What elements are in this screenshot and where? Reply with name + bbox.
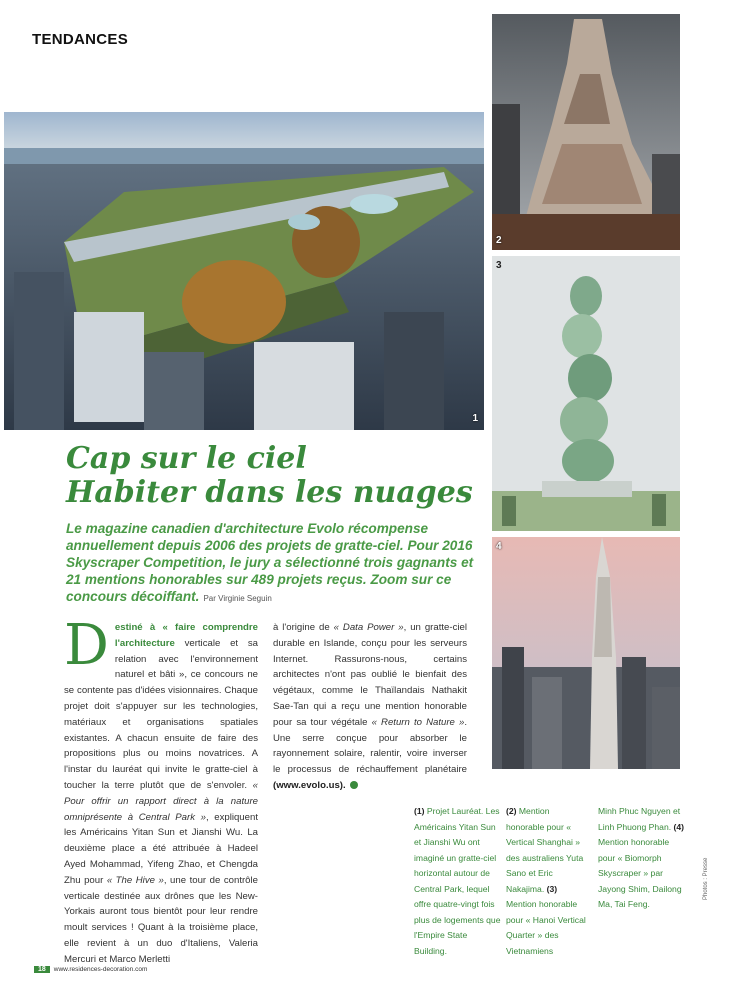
caption-3	[598, 804, 688, 913]
caption-text: Mention honorable pour « Hanoi Vertical Quarter » des Vietnamiens	[506, 899, 586, 956]
page-number: 18	[34, 966, 50, 973]
end-of-article-dot-icon	[350, 781, 358, 789]
quote-data-power: « Data Power »	[333, 622, 404, 633]
drop-cap: D	[64, 613, 109, 678]
caption-text: Mention honorable pour « Biomorph Skyscraper » par Jayong Shim, Dailong Ma, Tai Feng.	[598, 837, 682, 909]
photo-number: 2	[496, 235, 502, 246]
author-byline: Par Virginie Seguin	[203, 594, 272, 603]
quote-return-to-nature: « Return to Nature »	[371, 716, 465, 728]
caption-number: (4)	[673, 821, 685, 832]
quote-central-park: « Pour offrir un rapport direct à la nature omniprésente à Central Park »	[64, 779, 258, 823]
photo-number: 1	[472, 413, 478, 424]
lead-paragraph	[66, 520, 484, 607]
footer-website[interactable]: www.residences-decoration.com	[53, 966, 148, 973]
page-footer	[34, 966, 147, 973]
caption-number: (1)	[414, 806, 425, 816]
photo-hanoi-illustration	[492, 256, 680, 531]
photo-central-park	[4, 112, 484, 430]
photo-vertical-shanghai	[492, 14, 680, 250]
article-title-line-2: Habiter dans les nuages	[66, 475, 473, 510]
caption-2	[506, 804, 590, 959]
intro-highlight: estiné à « faire comprendre l'architecture	[114, 622, 258, 649]
photo-central-park-illustration	[4, 112, 484, 430]
photo-number: 3	[496, 260, 502, 271]
lead-text: Le magazine canadien d'architecture Evolo récompense annuellement depuis 2006 des projets de gratte-ciel. Pour 2016 Skyscraper Competition, le jury a sélectionné trois gagnants et 21 mentions honorables sur 489 projets reçus. Zoom sur ce concours décoiffant.	[66, 521, 474, 604]
caption-text: Minh Phuc Nguyen et Linh Phuong Phan.	[598, 806, 681, 832]
evolo-link[interactable]: (www.evolo.us).	[273, 779, 346, 791]
body-text: , expliquent les Américains Yitan Sun et Jianshi Wu. La deuxième place a été attribuée à Hadeel Ayed Mohammad, Yifeng Zhao, et Chengda Zhu pour	[64, 811, 258, 886]
photo-credit: Photos : Presse	[703, 857, 709, 900]
photo-biomorph-skyscraper	[492, 537, 680, 769]
body-text-3: à l'origine de	[273, 622, 334, 633]
body-text-4: , un gratte-ciel durable en Islande, conçu pour les serveurs Internet. Rassurons-nous, certains architectes n'ont pas oublié le bienfait des végétaux, comme le Thaïlandais Nathakit Sae-Tan qui a reçu une mention honorable pour sa tour végétale	[273, 622, 467, 728]
article-column-2	[273, 620, 467, 794]
caption-text: Mention honorable pour « Vertical Shanghai » des australiens Yuta Sano et Eric Nakajima.	[506, 806, 584, 894]
quote-the-hive: « The Hive »	[106, 874, 164, 886]
section-label: TENDANCES	[32, 31, 129, 48]
body-text-5: . Une serre conçue pour absorber le rayonnement solaire, ralentir, voire inverser le processus de réchauffement planétaire	[273, 716, 467, 776]
intro-text: verticale et sa relation avec l'environnement naturel et bâti », ce concours ne se contente pas d'idées visionnaires. Chaque projet doit s'appuyer sur les technologies, matériaux et organisations spatiales existantes. A chacun ensuite de faire des propositions plus ou moins novatrices. A l'instar du lauréat qui invite le gratte-ciel à toucher la terre plutôt que de s'envoler.	[64, 637, 258, 791]
caption-number: (3)	[546, 883, 558, 894]
photo-hanoi-vertical-quarter	[492, 256, 680, 531]
caption-number: (2)	[506, 806, 517, 816]
article-title-line-1: Cap sur le ciel	[66, 441, 307, 476]
photo-number: 4	[496, 541, 502, 552]
body-text-2: , une tour de contrôle verticale destinée aux drônes que les New-Yorkais auront tous bientôt pour leur rendre moult services ! Quant à la troisième place, elle revient à un duo d'Italiens, Valeria Mercuri et Marco Merletti	[64, 874, 258, 965]
photo-biomorph-illustration	[492, 537, 680, 769]
photo-vertical-shanghai-illustration	[492, 14, 680, 250]
article-column-1	[64, 613, 258, 968]
caption-text: Projet Lauréat. Les Américains Yitan Sun et Jianshi Wu ont imaginé un gratte-ciel horizontal autour de Central Park, lequel offre quatre-vingt fois plus de logements que l'Empire State Building.	[414, 806, 501, 956]
caption-1	[414, 804, 502, 959]
